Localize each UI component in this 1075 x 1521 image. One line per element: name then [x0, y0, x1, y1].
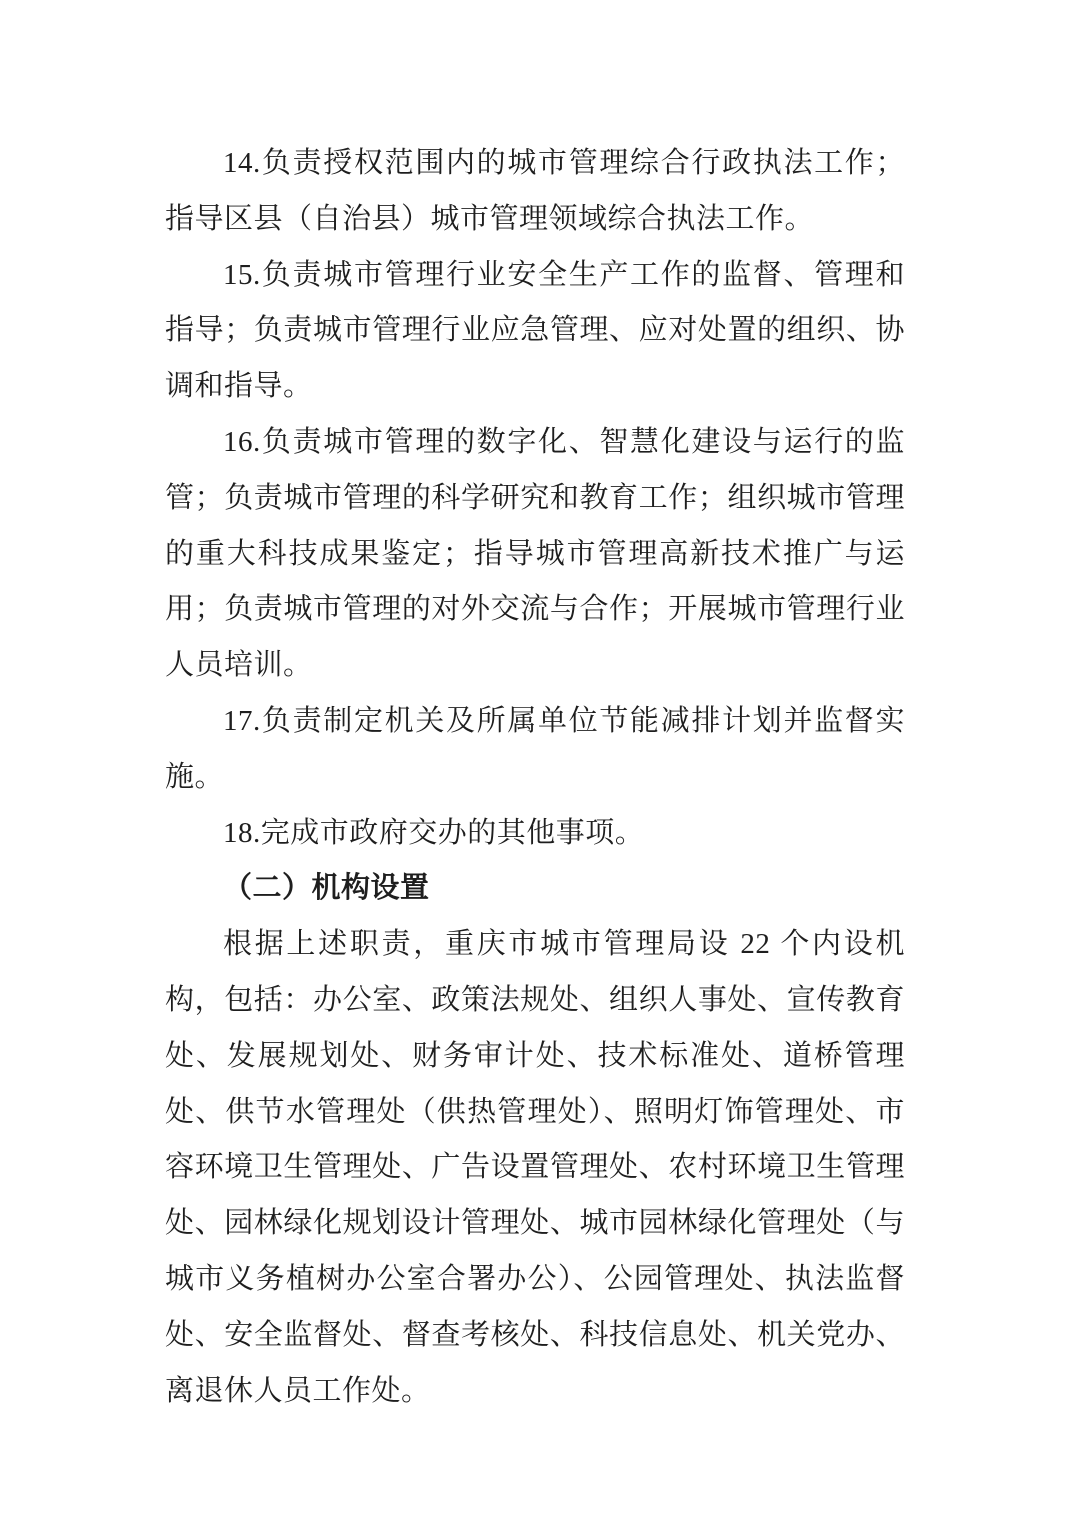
paragraph-duty-16: 16.负责城市管理的数字化、智慧化建设与运行的监管；负责城市管理的科学研究和教育工作；组织城市管理的重大科技成果鉴定；指导城市管理高新技术推广与运用；负责城市管理的对外交流与合作；开展城市管理行业人员培训。: [165, 425, 905, 682]
section-heading-org-setup: （二）机构设置: [223, 872, 430, 905]
document-text-block: [165, 136, 905, 1419]
paragraph-duty-14: 14.负责授权范围内的城市管理综合行政执法工作；指导区县（自治县）城市管理领域综合执法工作。: [165, 147, 905, 235]
paragraph-duty-15: 15.负责城市管理行业安全生产工作的监督、管理和指导；负责城市管理行业应急管理、应对处置的组织、协调和指导。: [165, 258, 905, 403]
paragraph-duty-17: 17.负责制定机关及所属单位节能减排计划并监督实施。: [165, 704, 905, 793]
paragraph-duty-18: 18.完成市政府交办的其他事项。: [223, 816, 645, 849]
paragraph-org-setup: 根据上述职责，重庆市城市管理局设 22 个内设机构，包括：办公室、政策法规处、组织人事处、宣传教育处、发展规划处、财务审计处、技术标准处、道桥管理处、供节水管理处（供热管理处）、照明灯饰管理处、市容环境卫生管理处、广告设置管理处、农村环境卫生管理处、园林绿化规划设计管理处、城市园林绿化管理处（与城市义务植树办公室合署办公）、公园管理处、执法监督处、安全监督处、督查考核处、科技信息处、机关党办、离退休人员工作处。: [165, 928, 905, 1407]
